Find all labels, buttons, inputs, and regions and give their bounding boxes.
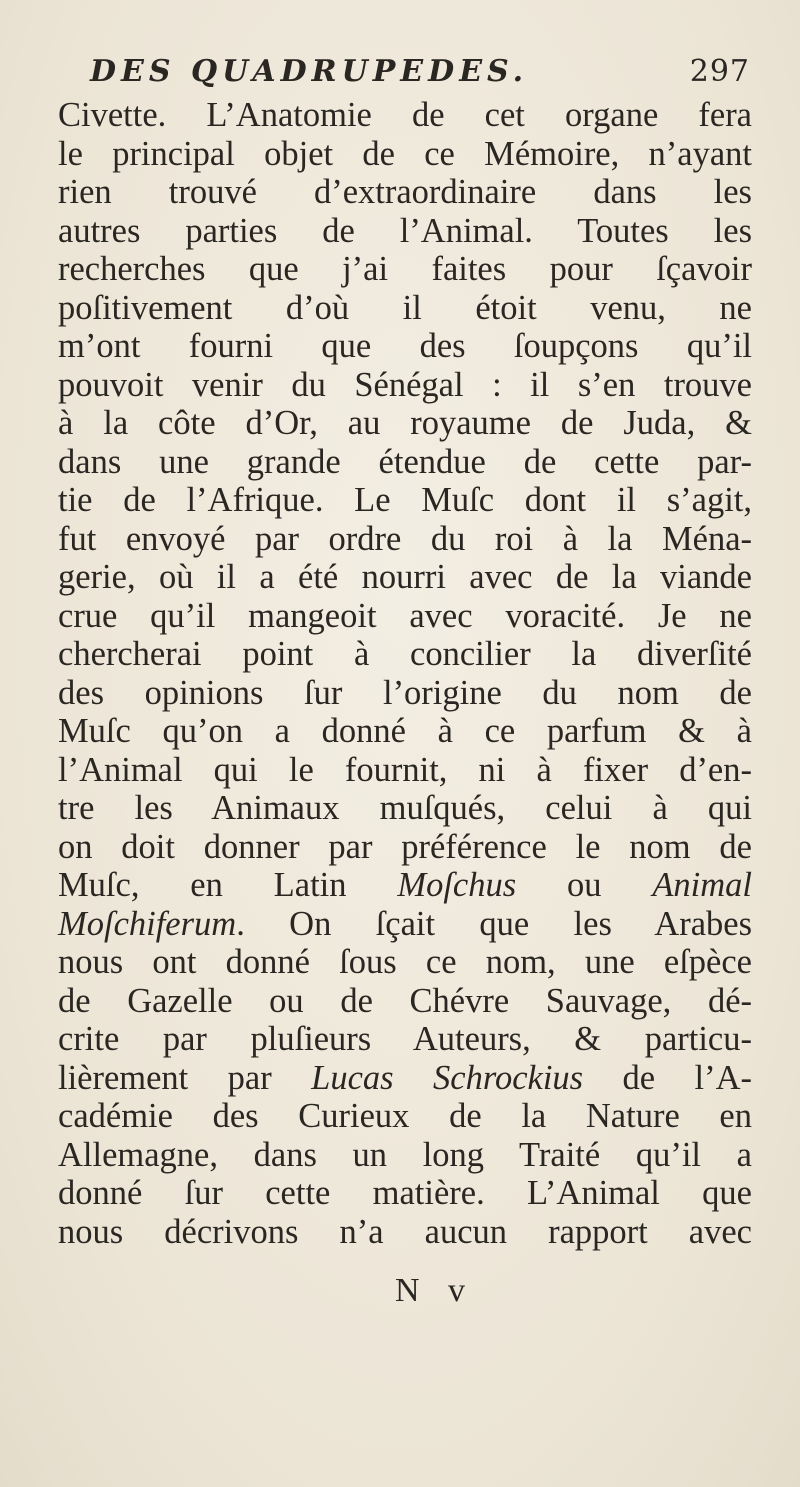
text-line: rien trouvé d’extraordinaire dans les (58, 173, 752, 211)
text-line: crite par pluſieurs Auteurs, & particu- (58, 1020, 752, 1058)
text-line: fut envoyé par ordre du roi à la Ména- (58, 519, 752, 558)
text-line: pouvoit venir du Sénégal : il s’en trouve (58, 365, 752, 404)
text-line: donné ſur cette matière. L’Animal que (58, 1174, 752, 1212)
text-line: le principal objet de ce Mémoire, n’ayant (58, 134, 752, 173)
italic-term: Animal (652, 866, 752, 904)
running-head-title: DES QUADRUPEDES. (90, 54, 529, 89)
text-line: des opinions ſur l’origine du nom de (58, 673, 752, 712)
text-segment: Muſc, en Latin (58, 866, 398, 904)
text-line: Civette. L’Anatomie de cet organe fera (58, 96, 752, 134)
text-line: recherches que j’ai faites pour ſçavoir (58, 250, 752, 288)
text-line: à la côte d’Or, au royaume de Juda, & (58, 404, 752, 442)
text-line: dans une grande étendue de cette par- (58, 442, 752, 481)
text-line: Allemagne, dans un long Traité qu’il a (58, 1135, 752, 1174)
text-segment: lièrement par (58, 1058, 312, 1097)
text-line: cadémie des Curieux de la Nature en (58, 1097, 752, 1135)
text-line: gerie, où il a été nourri avec de la viande (58, 558, 752, 596)
text-line-mixed (58, 1059, 752, 1098)
text-line: crue qu’il mangeoit avec voracité. Je ne (58, 596, 752, 635)
text-line: nous ont donné ſous ce nom, une eſpèce (58, 943, 752, 981)
text-line: on doit donner par préférence le nom de (58, 827, 752, 866)
text-line: Muſc qu’on a donné à ce parfum & à (58, 712, 752, 750)
text-segment: ou (516, 866, 653, 904)
italic-author-name: Lucas Schrockius (311, 1058, 584, 1097)
text-line-mixed (58, 905, 752, 944)
text-line: de Gazelle ou de Chévre Sauvage, dé- (58, 981, 752, 1020)
text-segment: de l’A- (583, 1058, 753, 1097)
text-line: tie de l’Afrique. Le Muſc dont il s’agit, (58, 481, 752, 519)
text-segment: . On ſçait que les Arabes (236, 904, 752, 943)
text-line: chercherai point à concilier la diverſité (58, 635, 752, 673)
italic-term: Moſchus (397, 866, 517, 904)
body-text (58, 96, 752, 1251)
text-line-mixed (58, 866, 752, 905)
text-line: autres parties de l’Animal. Toutes les (58, 211, 752, 250)
signature-mark: N v (395, 1272, 476, 1309)
text-line: l’Animal qui le fournit, ni à fixer d’en- (58, 750, 752, 789)
page-number: 297 (689, 54, 750, 89)
running-head (90, 54, 750, 98)
text-line: tre les Animaux muſqués, celui à qui (58, 789, 752, 827)
text-line: poſitivement d’où il étoit venu, ne (58, 288, 752, 327)
text-line: m’ont fourni que des ſoupçons qu’il (58, 327, 752, 365)
text-line: nous décrivons n’a aucun rapport avec (58, 1212, 752, 1251)
italic-term: Moſchiferum (58, 904, 237, 943)
